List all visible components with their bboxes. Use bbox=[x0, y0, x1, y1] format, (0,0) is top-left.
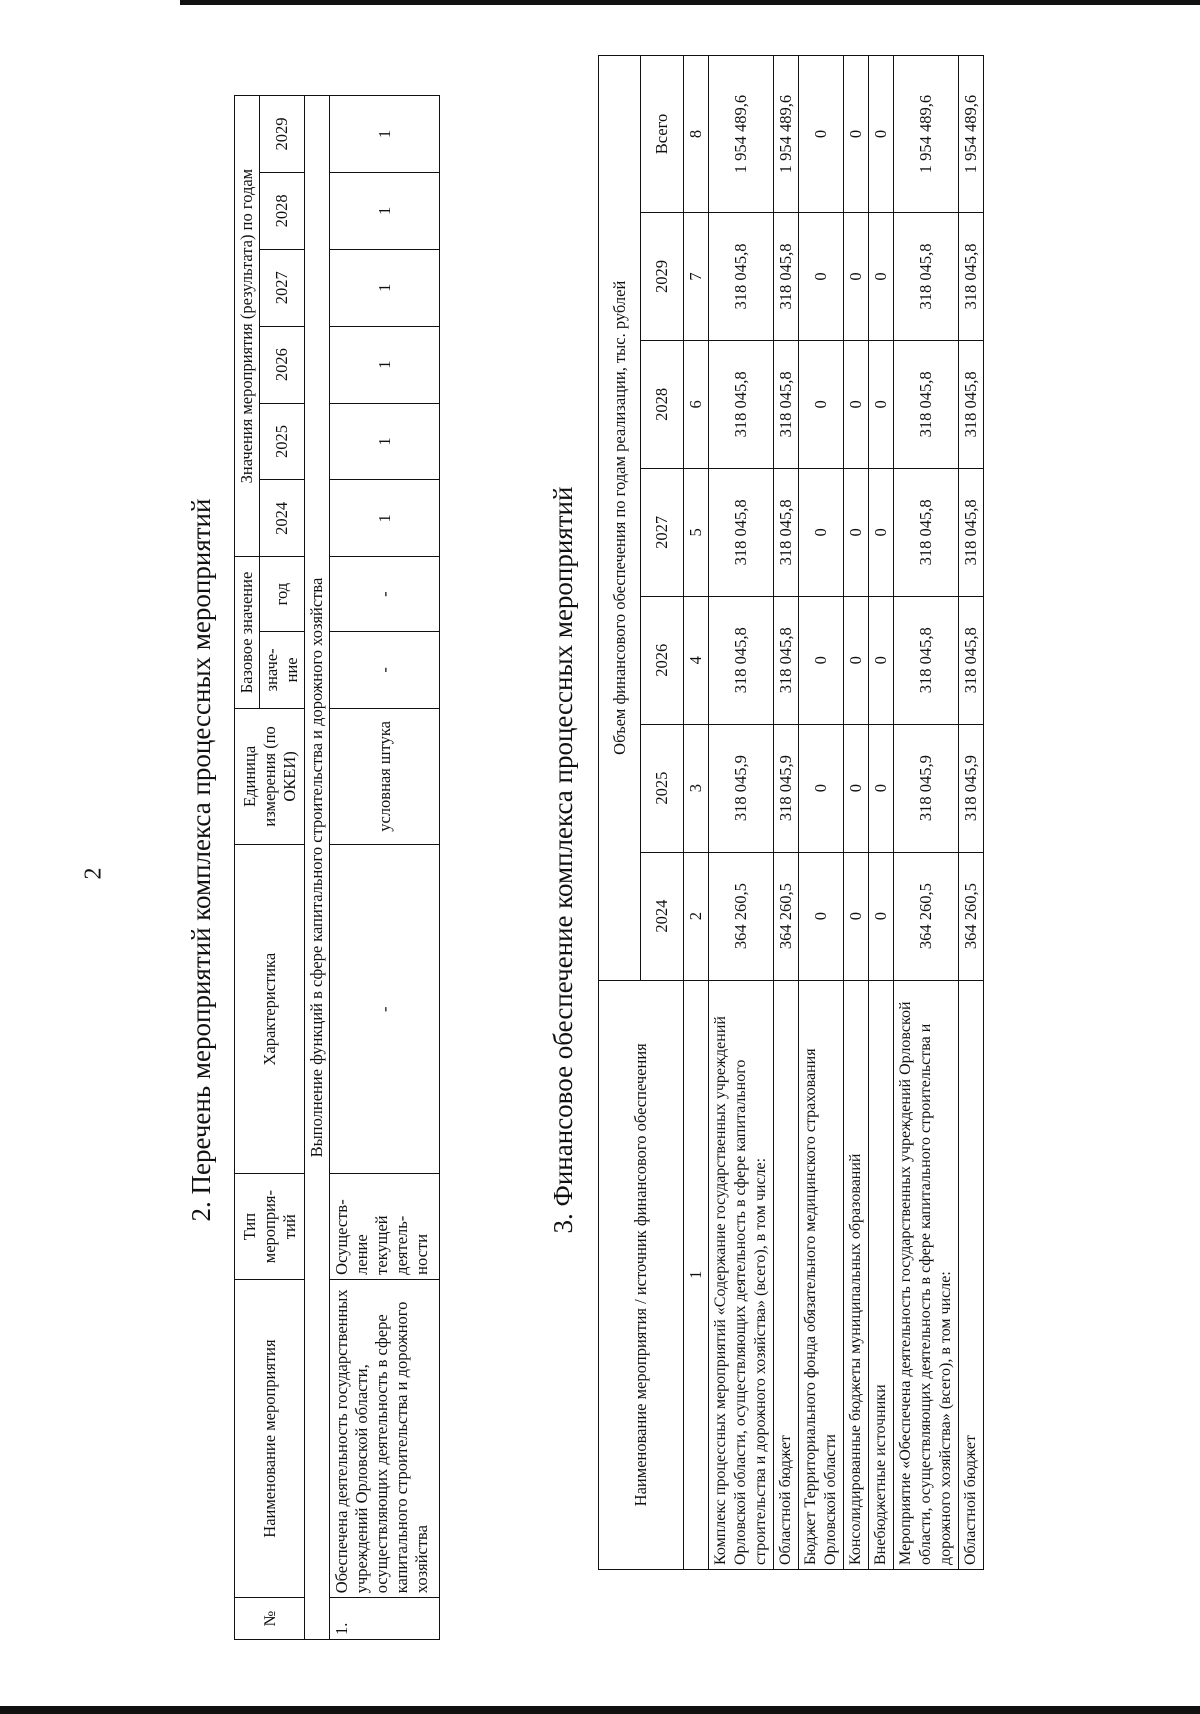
header-year: 2029 bbox=[260, 96, 305, 173]
finance-row-value: 0 bbox=[869, 596, 894, 724]
finance-row bbox=[869, 56, 894, 1570]
finance-row-value: 318 045,8 bbox=[959, 213, 984, 341]
finance-row-value: 0 bbox=[869, 213, 894, 341]
finance-row bbox=[799, 56, 844, 1570]
finance-row-value: 318 045,9 bbox=[709, 724, 774, 852]
finance-row-value: 318 045,8 bbox=[894, 468, 959, 596]
finance-row-value: 0 bbox=[844, 596, 869, 724]
header-num: № bbox=[235, 1598, 305, 1640]
header-values: Значения мероприятия (результата) по годам bbox=[235, 96, 260, 557]
finance-row-value: 0 bbox=[799, 596, 844, 724]
finance-row bbox=[844, 56, 869, 1570]
fin-header-volume: Объем финансового обеспечения по годам реализации, тыс. рублей bbox=[599, 56, 641, 981]
fin-header-total: Всего bbox=[641, 56, 684, 213]
finance-row-value: 364 260,5 bbox=[894, 852, 959, 980]
finance-row-value: 318 045,8 bbox=[774, 340, 799, 468]
header-name: Наименование мероприятия bbox=[235, 1279, 305, 1597]
finance-row-value: 0 bbox=[844, 213, 869, 341]
fin-col-num: 4 bbox=[684, 596, 709, 724]
header-year: 2026 bbox=[260, 326, 305, 403]
finance-row-value: 0 bbox=[799, 213, 844, 341]
fin-header-year: 2029 bbox=[641, 213, 684, 341]
finance-row-name: Мероприятие «Обеспечена деятельность государственных учреждений Орловской области, осуществляющих деятельность в сфере капитального строительства и дорожного хозяйства» (всего), в том числе: bbox=[894, 980, 959, 1569]
finance-row-value: 0 bbox=[869, 852, 894, 980]
finance-row-value: 0 bbox=[799, 56, 844, 213]
top-border-line bbox=[180, 0, 1200, 5]
row-value: 1 bbox=[330, 480, 440, 557]
rotated-content bbox=[110, 80, 1060, 1640]
row-characteristic: - bbox=[330, 844, 440, 1173]
finance-row-name: Внебюджетные источники bbox=[869, 980, 894, 1569]
finance-row-value: 318 045,8 bbox=[709, 340, 774, 468]
fin-col-num: 6 bbox=[684, 340, 709, 468]
finance-row-value: 318 045,8 bbox=[894, 213, 959, 341]
finance-row-value: 0 bbox=[844, 56, 869, 213]
finance-row-value: 0 bbox=[869, 340, 894, 468]
finance-row-value: 0 bbox=[799, 340, 844, 468]
finance-row-value: 318 045,8 bbox=[959, 340, 984, 468]
header-year: 2025 bbox=[260, 403, 305, 480]
header-year: 2024 bbox=[260, 480, 305, 557]
row-type: Осуществ-ление текущей деятель-ности bbox=[330, 1174, 440, 1279]
header-base: Базовое значение bbox=[235, 557, 260, 709]
finance-row-value: 1 954 489,6 bbox=[774, 56, 799, 213]
finance-row-value: 318 045,8 bbox=[959, 596, 984, 724]
finance-row-value: 318 045,8 bbox=[959, 468, 984, 596]
finance-row-value: 0 bbox=[799, 468, 844, 596]
fin-col-num: 7 bbox=[684, 213, 709, 341]
finance-row-value: 0 bbox=[844, 724, 869, 852]
fin-header-year: 2027 bbox=[641, 468, 684, 596]
finance-row-value: 0 bbox=[869, 724, 894, 852]
finance-row-value: 0 bbox=[869, 468, 894, 596]
row-base-value: - bbox=[330, 631, 440, 708]
header-base-value: значе-ние bbox=[260, 631, 305, 708]
finance-row-value: 364 260,5 bbox=[774, 852, 799, 980]
fin-col-num: 5 bbox=[684, 468, 709, 596]
finance-row-value: 318 045,8 bbox=[894, 340, 959, 468]
row-value: 1 bbox=[330, 96, 440, 173]
row-num: 1. bbox=[330, 1598, 440, 1640]
fin-header-name: Наименование мероприятия / источник финансового обеспечения bbox=[599, 980, 684, 1569]
finance-row-value: 318 045,8 bbox=[894, 596, 959, 724]
row-base-year: - bbox=[330, 557, 440, 632]
fin-col-num: 2 bbox=[684, 852, 709, 980]
finance-row-value: 0 bbox=[844, 852, 869, 980]
header-base-year: год bbox=[260, 557, 305, 632]
finance-row-name: Консолидированные бюджеты муниципальных образований bbox=[844, 980, 869, 1569]
finance-row-value: 318 045,8 bbox=[774, 596, 799, 724]
fin-header-year: 2025 bbox=[641, 724, 684, 852]
finance-row-value: 318 045,8 bbox=[774, 213, 799, 341]
finance-row-value: 0 bbox=[844, 468, 869, 596]
finance-row-value: 1 954 489,6 bbox=[894, 56, 959, 213]
finance-row-name: Областной бюджет bbox=[774, 980, 799, 1569]
fin-col-num: 1 bbox=[684, 980, 709, 1569]
row-name: Обеспечена деятельность государственных учреждений Орловской области, осуществляющих деятельность в сфере капитального строительства и дорожного хозяйства bbox=[330, 1279, 440, 1597]
fin-header-year: 2024 bbox=[641, 852, 684, 980]
finance-row bbox=[894, 56, 959, 1570]
finance-row-value: 318 045,9 bbox=[959, 724, 984, 852]
finance-row-name: Комплекс процессных мероприятий «Содержание государственных учреждений Орловской области, осуществляющих деятельность в сфере капитального строительства и дорожного хозяйства» (всего), в том числе: bbox=[709, 980, 774, 1569]
finance-row bbox=[959, 56, 984, 1570]
finance-row-value: 0 bbox=[844, 340, 869, 468]
finance-table bbox=[598, 55, 984, 1570]
fin-col-num: 8 bbox=[684, 56, 709, 213]
finance-row-value: 1 954 489,6 bbox=[959, 56, 984, 213]
finance-row bbox=[774, 56, 799, 1570]
fin-col-num: 3 bbox=[684, 724, 709, 852]
header-unit: Единица измерения (по ОКЕИ) bbox=[235, 708, 305, 844]
page-number: 2 bbox=[80, 867, 107, 880]
row-value: 1 bbox=[330, 403, 440, 480]
finance-row-name: Бюджет Территориального фонда обязательного медицинского страхования Орловской области bbox=[799, 980, 844, 1569]
finance-row-value: 318 045,8 bbox=[709, 596, 774, 724]
row-value: 1 bbox=[330, 249, 440, 326]
header-type: Тип мероприя-тий bbox=[235, 1174, 305, 1279]
section2-title: 2. Перечень мероприятий комплекса процессных мероприятий bbox=[186, 498, 216, 1222]
activities-table bbox=[234, 95, 440, 1640]
finance-row-value: 364 260,5 bbox=[959, 852, 984, 980]
row-unit: условная штука bbox=[330, 708, 440, 844]
finance-row-value: 0 bbox=[869, 56, 894, 213]
finance-row-value: 0 bbox=[799, 724, 844, 852]
finance-row-value: 318 045,9 bbox=[894, 724, 959, 852]
finance-row bbox=[709, 56, 774, 1570]
fin-header-year: 2028 bbox=[641, 340, 684, 468]
finance-row-value: 318 045,8 bbox=[774, 468, 799, 596]
header-year: 2027 bbox=[260, 249, 305, 326]
finance-row-name: Областной бюджет bbox=[959, 980, 984, 1569]
finance-row-value: 318 045,8 bbox=[709, 468, 774, 596]
finance-row-value: 318 045,9 bbox=[774, 724, 799, 852]
finance-row-value: 364 260,5 bbox=[709, 852, 774, 980]
finance-row-value: 1 954 489,6 bbox=[709, 56, 774, 213]
row-value: 1 bbox=[330, 172, 440, 249]
section-row: Выполнение функций в сфере капитального строительства и дорожного хозяйства bbox=[305, 96, 330, 1640]
bottom-border-line bbox=[0, 1706, 1200, 1714]
row-value: 1 bbox=[330, 326, 440, 403]
fin-header-year: 2026 bbox=[641, 596, 684, 724]
finance-row-value: 0 bbox=[799, 852, 844, 980]
section3-title: 3. Финансовое обеспечение комплекса процессных мероприятий bbox=[548, 486, 578, 1234]
finance-row-value: 318 045,8 bbox=[709, 213, 774, 341]
header-characteristic: Характеристика bbox=[235, 844, 305, 1173]
header-year: 2028 bbox=[260, 172, 305, 249]
